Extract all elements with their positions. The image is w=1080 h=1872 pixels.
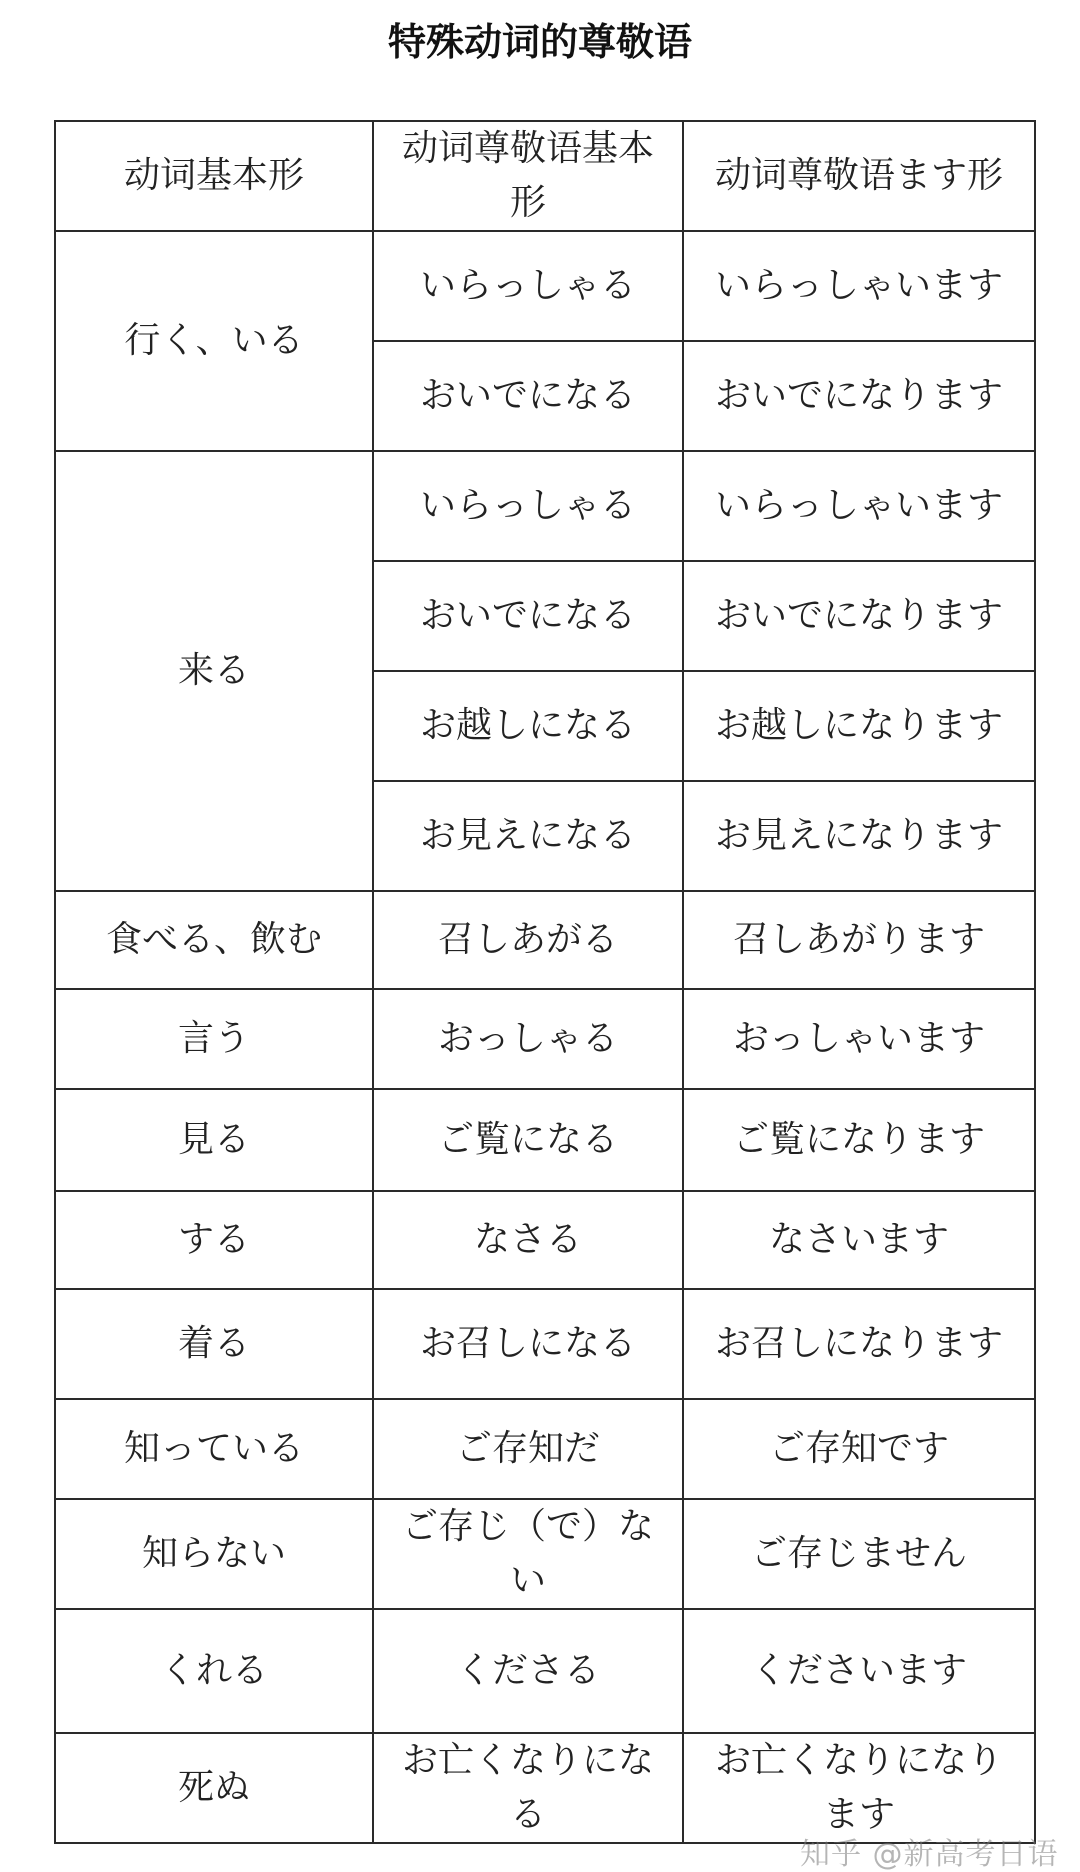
honorific-base-cell: おっしゃる: [373, 989, 683, 1089]
verb-cell: 行く、いる: [55, 231, 373, 451]
honorific-masu-cell: ご存知です: [683, 1399, 1035, 1499]
honorific-masu-cell: おいでになります: [683, 561, 1035, 671]
honorific-masu-cell: お亡くなりになります: [683, 1733, 1035, 1843]
honorific-masu-cell: なさいます: [683, 1191, 1035, 1289]
honorific-masu-cell: ご覧になります: [683, 1089, 1035, 1191]
honorific-masu-cell: ご存じません: [683, 1499, 1035, 1609]
header-cell-honorific-base: 动词尊敬语基本形: [373, 121, 683, 231]
honorific-masu-cell: おいでになります: [683, 341, 1035, 451]
verb-cell: 知らない: [55, 1499, 373, 1609]
verb-cell: 死ぬ: [55, 1733, 373, 1843]
table-row: [55, 1399, 1035, 1499]
table-row: [55, 451, 1035, 561]
verb-cell: 食べる、飲む: [55, 891, 373, 989]
honorific-base-cell: お亡くなりになる: [373, 1733, 683, 1843]
verb-cell: 着る: [55, 1289, 373, 1399]
table-row: [55, 1499, 1035, 1609]
honorific-base-cell: いらっしゃる: [373, 451, 683, 561]
honorific-base-cell: ご存じ（で）ない: [373, 1499, 683, 1609]
honorific-masu-cell: いらっしゃいます: [683, 231, 1035, 341]
table-row: [55, 891, 1035, 989]
honorific-base-cell: ご存知だ: [373, 1399, 683, 1499]
honorific-base-cell: お召しになる: [373, 1289, 683, 1399]
table-row: [55, 231, 1035, 341]
table-row: [55, 1191, 1035, 1289]
table-row: [55, 989, 1035, 1089]
honorific-base-cell: おいでになる: [373, 561, 683, 671]
verb-cell: 見る: [55, 1089, 373, 1191]
honorific-masu-cell: いらっしゃいます: [683, 451, 1035, 561]
honorific-verb-table: [54, 120, 1036, 1844]
honorific-base-cell: ご覧になる: [373, 1089, 683, 1191]
honorific-masu-cell: お越しになります: [683, 671, 1035, 781]
honorific-masu-cell: くださいます: [683, 1609, 1035, 1733]
verb-cell: 来る: [55, 451, 373, 891]
table-row: [55, 1289, 1035, 1399]
honorific-masu-cell: お見えになります: [683, 781, 1035, 891]
page-title: 特殊动词的尊敬语: [387, 20, 692, 64]
honorific-base-cell: お見えになる: [373, 781, 683, 891]
honorific-base-cell: おいでになる: [373, 341, 683, 451]
honorific-base-cell: お越しになる: [373, 671, 683, 781]
verb-cell: 言う: [55, 989, 373, 1089]
honorific-base-cell: なさる: [373, 1191, 683, 1289]
verb-cell: 知っている: [55, 1399, 373, 1499]
header-cell-verb-base: 动词基本形: [55, 121, 373, 231]
honorific-masu-cell: おっしゃいます: [683, 989, 1035, 1089]
honorific-base-cell: 召しあがる: [373, 891, 683, 989]
header-cell-honorific-masu: 动词尊敬语ます形: [683, 121, 1035, 231]
table-row: [55, 1733, 1035, 1843]
header-row: [55, 121, 1035, 231]
verb-cell: くれる: [55, 1609, 373, 1733]
honorific-base-cell: いらっしゃる: [373, 231, 683, 341]
table-row: [55, 1089, 1035, 1191]
honorific-masu-cell: お召しになります: [683, 1289, 1035, 1399]
watermark: 知乎 @新高考日语: [800, 1837, 1059, 1872]
honorific-masu-cell: 召しあがります: [683, 891, 1035, 989]
verb-cell: する: [55, 1191, 373, 1289]
table-row: [55, 1609, 1035, 1733]
honorific-base-cell: くださる: [373, 1609, 683, 1733]
